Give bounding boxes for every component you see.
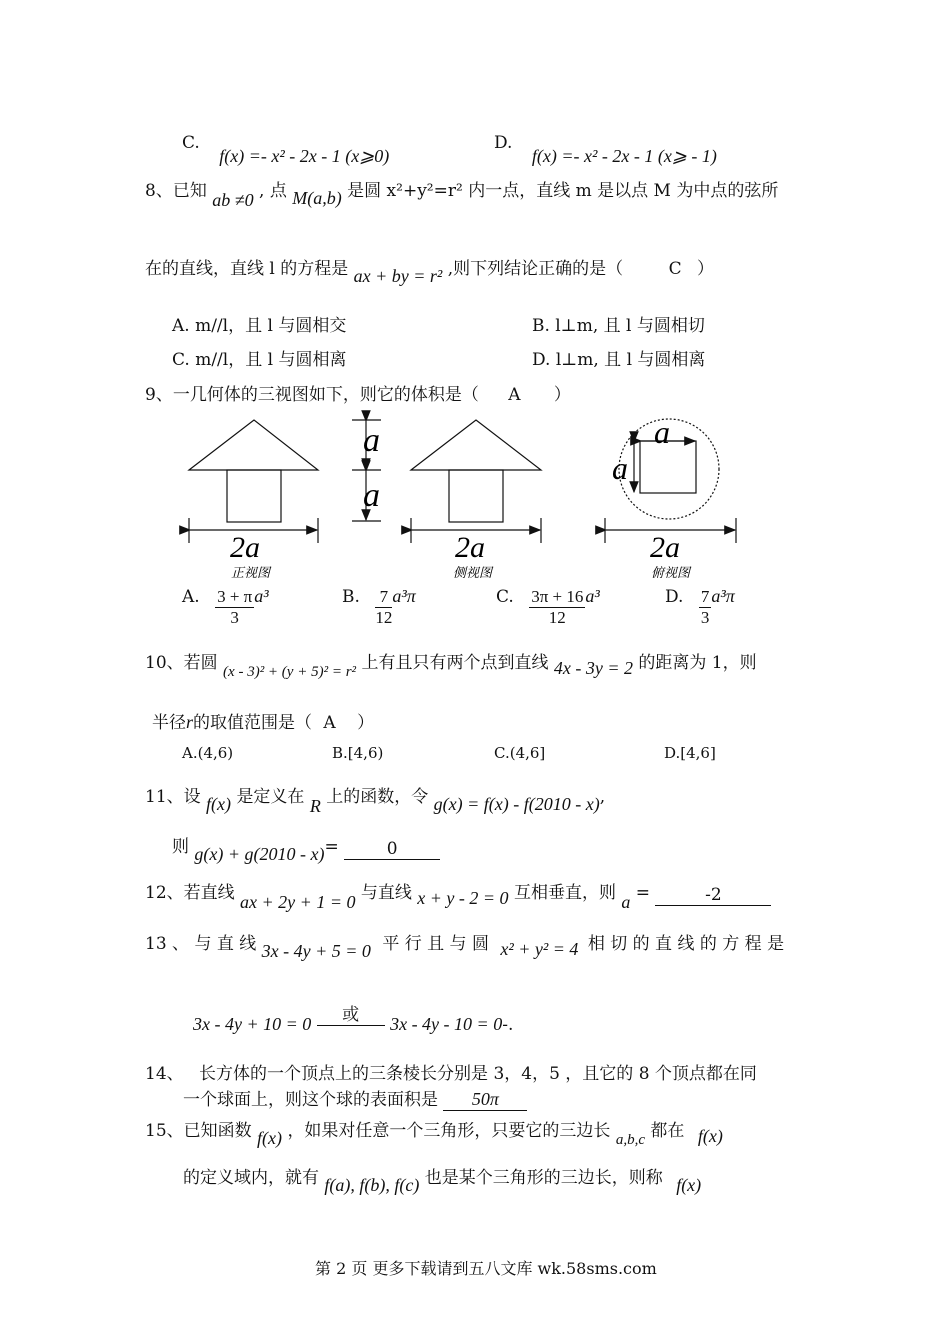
q14-line2: 一个球面上，则这个球的表面积是 50π [183, 1085, 527, 1111]
q9-option-c: C. $\frac{3\pi + 16}{12}$ a³ [496, 586, 600, 627]
q7-option-c: C. f(x) =- x² - 2x - 1 (x⩾0) [182, 133, 390, 166]
top-a-width: a [654, 414, 670, 450]
q10-option-c: C.(4,6] [494, 744, 546, 762]
q7-option-c-formula: f(x) =- x² - 2x - 1 (x⩾0) [219, 146, 390, 166]
q11-line2: 则 g(x) + g(2010 - x)= 0 [172, 832, 440, 858]
front-two-a-label: 2a [230, 531, 260, 564]
q12-answer: -2 [655, 885, 771, 906]
q15-line2: 的定义域内，就有 f(a), f(b), f(c) 也是某个三角形的三边长，则称 f(x) [183, 1168, 702, 1195]
q8-option-a: A. m//l，且 l 与圆相交 [172, 316, 347, 336]
q13-line1: 13 、 与 直 线 3x - 4y + 5 = 0 平 行 且 与 圆 x² + y² = 4 相 切 的 直 线 的 方 程 是 [145, 934, 785, 961]
height-a-bottom: a [363, 477, 380, 514]
q8-answer: C [668, 259, 682, 279]
q10-option-a: A.(4,6) [182, 744, 234, 762]
q14-answer: 50π [443, 1089, 527, 1111]
q11-line1: 11、设 f(x) 是定义在 R 上的函数，令 g(x) = f(x) - f(2010 - x), [145, 787, 606, 816]
side-view [411, 420, 541, 543]
height-a-top: a [363, 422, 380, 459]
q9-answer: A [508, 385, 521, 405]
q10-line1: 10、若圆 (x - 3)² + (y + 5)² = r² 上有且只有两个点到直线 4x - 3y = 2 的距离为 1，则 [145, 653, 757, 680]
q13-or: 或 [317, 1000, 385, 1026]
front-view [189, 420, 318, 543]
top-a-height: a [612, 450, 628, 486]
side-two-a-label: 2a [455, 531, 485, 564]
q8-line1: 8、已知 ab ≠0 , 点 M(a,b) 是圆 x²+y²=r² 内一点，直线 m 是以点 M 为中点的弦所 [145, 181, 779, 210]
q9-option-a: A. $\frac{3 + \pi}{3}$ a³ [182, 586, 269, 627]
q10-line2: 半径r的取值范围是（ A ） [152, 712, 375, 733]
q8-option-b: B. l⊥m, 且 l 与圆相切 [532, 316, 705, 336]
q12-line: 12、若直线 ax + 2y + 1 = 0 与直线 x + y - 2 = 0 互相垂直，则 a = -2 [145, 878, 771, 904]
q9-option-d: D. $\frac{7}{3}$ a³π [665, 586, 735, 627]
q10-option-b: B.[4,6) [332, 744, 384, 762]
q10-option-d: D.[4,6] [664, 744, 716, 762]
q14-line1: 14、 长方体的一个顶点上的三条棱长分别是 3，4，5 ，且它的 8 个顶点都在同 [145, 1064, 757, 1084]
page-footer: 第 2 页 更多下载请到五八文库 wk.58sms.com [315, 1259, 657, 1278]
q9-option-b: B. $\frac{7}{12}$ a³π [342, 586, 416, 627]
q7-option-d: D. f(x) =- x² - 2x - 1 (x⩾ - 1) [494, 133, 717, 166]
q10-answer: A [323, 713, 336, 733]
q7-option-d-formula: f(x) =- x² - 2x - 1 (x⩾ - 1) [531, 146, 717, 166]
three-view-figure [0, 0, 950, 600]
q11-answer: 0 [344, 839, 440, 860]
top-view-caption: 俯视图 [651, 566, 691, 581]
side-view-caption: 侧视图 [453, 566, 493, 581]
q13-line2: 3x - 4y + 10 = 0 或 3x - 4y - 10 = 0-. [193, 1010, 513, 1036]
q8-option-d: D. l⊥m, 且 l 与圆相离 [532, 350, 706, 370]
front-view-caption: 正视图 [231, 566, 271, 581]
q8-line2: 在的直线，直线 l 的方程是 ax + by = r² ,则下列结论正确的是（ C ） [145, 259, 714, 286]
q8-option-c: C. m//l，且 l 与圆相离 [172, 350, 347, 370]
q15-line1: 15、已知函数 f(x) ，如果对任意一个三角形，只要它的三边长 a,b,c 都在 f(x) [145, 1121, 723, 1148]
top-two-a-label: 2a [650, 531, 680, 564]
q9-stem: 9、一几何体的三视图如下，则它的体积是（ A ） [145, 385, 571, 405]
